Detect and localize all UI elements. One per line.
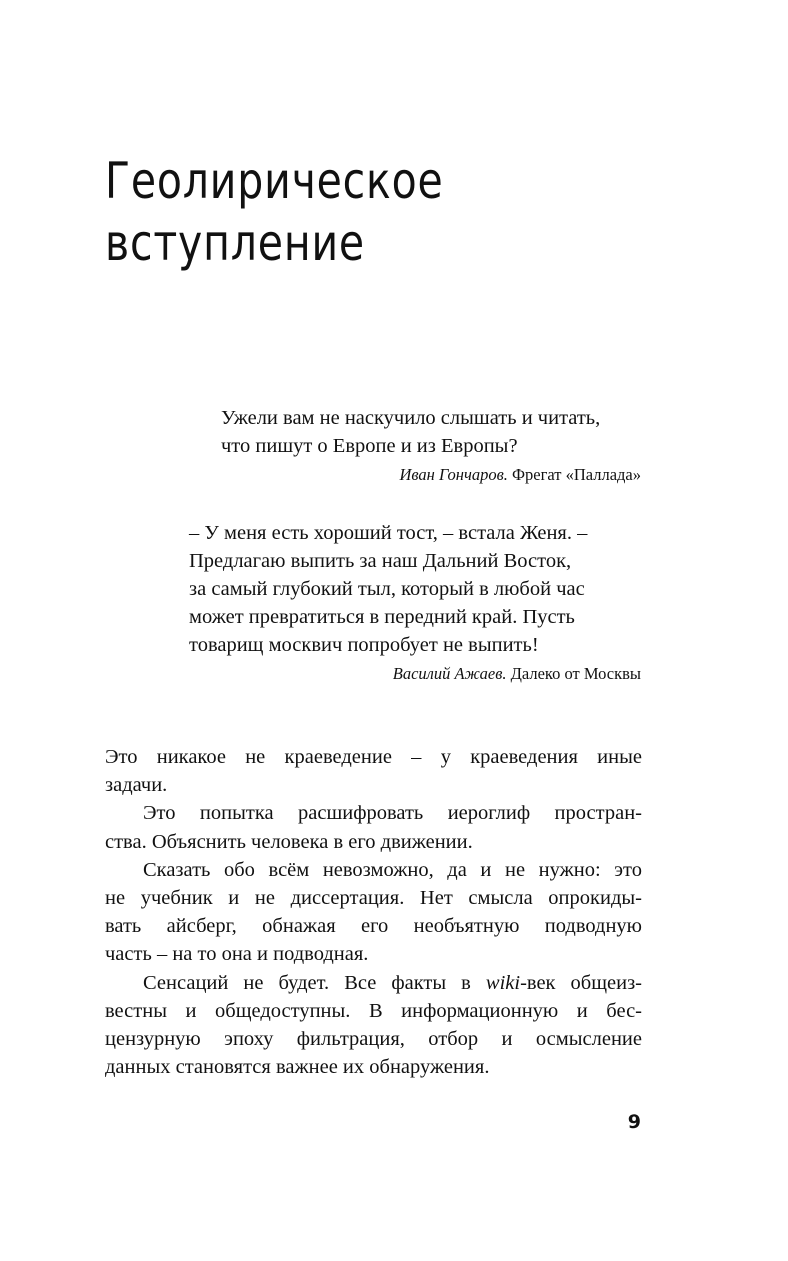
epigraph-line: Ужели вам не наскучило слышать и читать, [221, 407, 601, 429]
chapter-title-line: вступление [105, 214, 365, 272]
page-number: 9 [627, 1111, 641, 1133]
paragraph [105, 799, 642, 855]
text-line [105, 969, 642, 997]
epigraph-azhaev [189, 519, 641, 686]
text-line: часть – на то она и подводная. [105, 943, 369, 966]
epigraph-author: Иван Гончаров. [399, 465, 508, 484]
epigraph-goncharov [221, 404, 641, 487]
text-line: цензурную эпоху фильтрация, отбор и осмысление [105, 1027, 642, 1050]
epigraph-source [189, 662, 641, 686]
epigraph-line: за самый глубокий тыл, который в любой час [189, 578, 585, 600]
text-line: вестны и общедоступны. В информационную и бес- [105, 999, 642, 1022]
paragraph [105, 856, 642, 969]
epigraph-line: что пишут о Европе и из Европы? [221, 435, 518, 457]
chapter-title [105, 150, 564, 274]
text-line: задачи. [105, 774, 168, 797]
paragraph [105, 743, 642, 799]
epigraph-line: Предлагаю выпить за наш Дальний Восток, [189, 550, 572, 572]
text-line: ства. Объяснить человека в его движении. [105, 830, 473, 853]
epigraph-author: Василий Ажаев. [392, 664, 507, 683]
italic-term: wiki [485, 971, 521, 994]
epigraph-source [221, 463, 641, 487]
epigraph-line: товарищ москвич попробует не выпить! [189, 634, 539, 656]
epigraph-line: – У меня есть хороший тост, – встала Женя. – [189, 522, 588, 544]
text-line: вать айсберг, обнажая его необъятную подводную [105, 915, 642, 938]
text-line: Это никакое не краеведение – у краеведения иные [105, 746, 642, 768]
epigraph-line: может превратиться в передний край. Пусть [189, 606, 575, 628]
body-text [105, 743, 642, 1081]
chapter-title-line: Геолирическое [105, 152, 444, 210]
epigraph-work: Фрегат «Паллада» [511, 465, 641, 484]
text-line: Сказать обо всём невозможно, да и не нужно: это [143, 858, 642, 881]
epigraph-work: Далеко от Москвы [510, 664, 641, 683]
text-line: данных становятся важнее их обнаружения. [105, 1056, 490, 1079]
text-fragment: Сенсаций не будет. Все факты в [143, 971, 471, 994]
text-fragment: -век общеиз- [520, 971, 642, 994]
paragraph [105, 969, 642, 1082]
text-line: не учебник и не диссертация. Нет смысла опрокиды- [105, 886, 642, 909]
text-line: Это попытка расшифровать иероглиф простран- [143, 802, 642, 825]
